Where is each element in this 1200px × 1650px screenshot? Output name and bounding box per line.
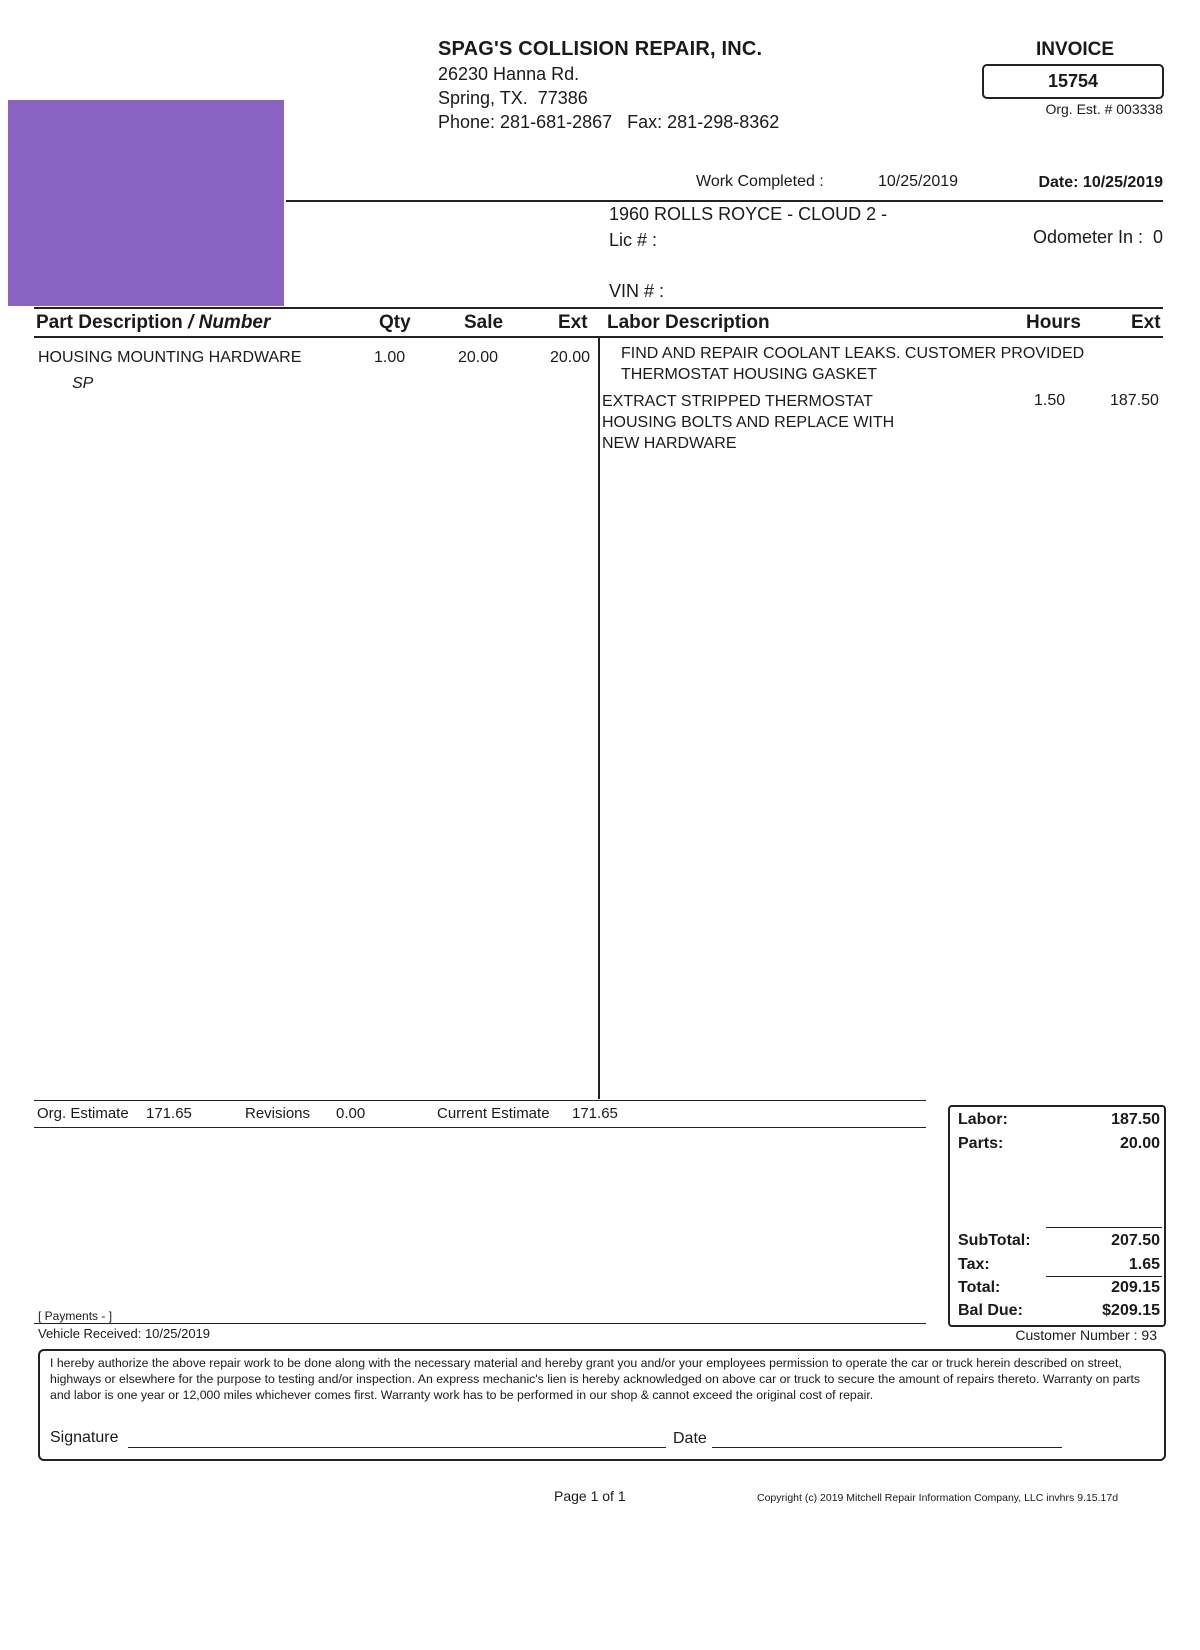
table-top-rule <box>34 307 1163 309</box>
balance-due-label: Bal Due: <box>958 1302 1023 1319</box>
subtotal-label: SubTotal: <box>958 1232 1031 1249</box>
invoice-number: 15754 <box>982 64 1164 99</box>
labor-hours: 1.50 <box>1034 392 1066 409</box>
labor-line <box>602 391 894 454</box>
revisions-label: Revisions <box>245 1105 311 1122</box>
part-qty: 1.00 <box>374 349 406 366</box>
tax-value: 1.65 <box>1128 1256 1160 1273</box>
labor-text: EXTRACT STRIPPED THERMOSTAT <box>602 393 873 410</box>
authorization-text: I hereby authorize the above repair work to be done along with the necessary material and hereby grant you and/or your employees permission to operate the car or truck herein described on street, highways or elsewhere for the purpose to testing and/or inspection. An express mechanic's lien is hereby acknowledged on above car or truck to secure the amount of repairs thereto. Warranty on parts and labor is one year or 12,000 miles whichever comes first. Warranty work has to be performed in our shop & cannot exceed the original cost of repair. <box>50 1356 1141 1402</box>
work-completed-date: 10/25/2019 <box>878 173 959 190</box>
redacted-block <box>8 100 284 306</box>
estimate-bottom-rule <box>34 1127 926 1128</box>
balance-due-value: $209.15 <box>1102 1302 1160 1319</box>
date-line[interactable] <box>712 1447 1062 1448</box>
current-estimate-value: 171.65 <box>572 1105 618 1122</box>
part-number-label: / Number <box>188 312 271 333</box>
company-phone: Phone: 281-681-2867 Fax: 281-298-8362 <box>438 112 780 132</box>
labor-text: FIND AND REPAIR COOLANT LEAKS. CUSTOMER PROVIDED <box>621 345 1085 362</box>
labor-total-label: Labor: <box>958 1111 1008 1128</box>
labor-text: THERMOSTAT HOUSING GASKET <box>621 366 878 383</box>
revisions-value: 0.00 <box>336 1105 366 1122</box>
payments-rule <box>34 1323 926 1324</box>
signature-line[interactable] <box>128 1447 666 1448</box>
org-estimate-value: 171.65 <box>146 1105 192 1122</box>
sale-header: Sale <box>464 312 504 333</box>
part-description: HOUSING MOUNTING HARDWARE <box>38 349 302 366</box>
authorization-box <box>38 1349 1166 1461</box>
company-name: SPAG'S COLLISION REPAIR, INC. <box>438 38 763 60</box>
totals-box <box>948 1105 1166 1327</box>
qty-header: Qty <box>379 312 411 333</box>
vehicle-description: 1960 ROLLS ROYCE - CLOUD 2 - <box>609 204 888 224</box>
subtotal-rule <box>1046 1227 1162 1228</box>
invoice-date: Date: 10/25/2019 <box>1038 174 1163 191</box>
org-estimate-number: Org. Est. # 003338 <box>1045 101 1163 117</box>
total-rule <box>1046 1276 1162 1277</box>
parts-total-label: Parts: <box>958 1135 1004 1152</box>
ext-header: Ext <box>558 312 588 333</box>
parts-total-value: 20.00 <box>1119 1135 1160 1152</box>
company-header <box>438 38 779 133</box>
odometer-in: Odometer In : 0 <box>1032 227 1163 247</box>
labor-ext: 187.50 <box>1110 392 1159 409</box>
labor-ext-header: Ext <box>1131 312 1161 333</box>
date-label: Date <box>673 1430 707 1447</box>
org-estimate-label: Org. Estimate <box>37 1105 129 1122</box>
total-label: Total: <box>958 1279 1001 1296</box>
customer-number: Customer Number : 93 <box>1015 1327 1157 1343</box>
labor-total-value: 187.50 <box>1111 1111 1160 1128</box>
work-completed-label: Work Completed : <box>696 173 824 190</box>
current-estimate-label: Current Estimate <box>437 1105 550 1122</box>
copyright: Copyright (c) 2019 Mitchell Repair Information Company, LLC invhrs 9.15.17d <box>757 1492 1119 1504</box>
part-code: SP <box>72 375 94 392</box>
company-city: Spring, TX. 77386 <box>438 88 588 108</box>
part-desc-header <box>36 312 270 334</box>
part-ext: 20.00 <box>550 349 591 366</box>
payments-label: [ Payments - ] <box>38 1309 113 1323</box>
subtotal-value: 207.50 <box>1111 1232 1160 1249</box>
page-number: Page 1 of 1 <box>554 1488 626 1504</box>
labor-text: NEW HARDWARE <box>602 435 737 452</box>
total-value: 209.15 <box>1111 1279 1160 1296</box>
part-desc-label: Part Description <box>36 312 183 333</box>
invoice-title: INVOICE <box>1035 39 1115 60</box>
labor-line <box>621 343 1084 385</box>
column-divider <box>598 336 600 1099</box>
labor-desc-header: Labor Description <box>607 312 770 333</box>
license-number: Lic # : <box>609 230 658 250</box>
tax-label: Tax: <box>958 1256 990 1273</box>
hours-header: Hours <box>1026 312 1081 333</box>
header-divider <box>286 200 1163 202</box>
vehicle-received: Vehicle Received: 10/25/2019 <box>38 1326 211 1341</box>
company-street: 26230 Hanna Rd. <box>438 64 580 84</box>
estimate-top-rule <box>34 1100 926 1101</box>
vin-number: VIN # : <box>609 281 665 301</box>
signature-label: Signature <box>50 1429 119 1446</box>
labor-text: HOUSING BOLTS AND REPLACE WITH <box>602 414 895 431</box>
part-sale: 20.00 <box>458 349 499 366</box>
